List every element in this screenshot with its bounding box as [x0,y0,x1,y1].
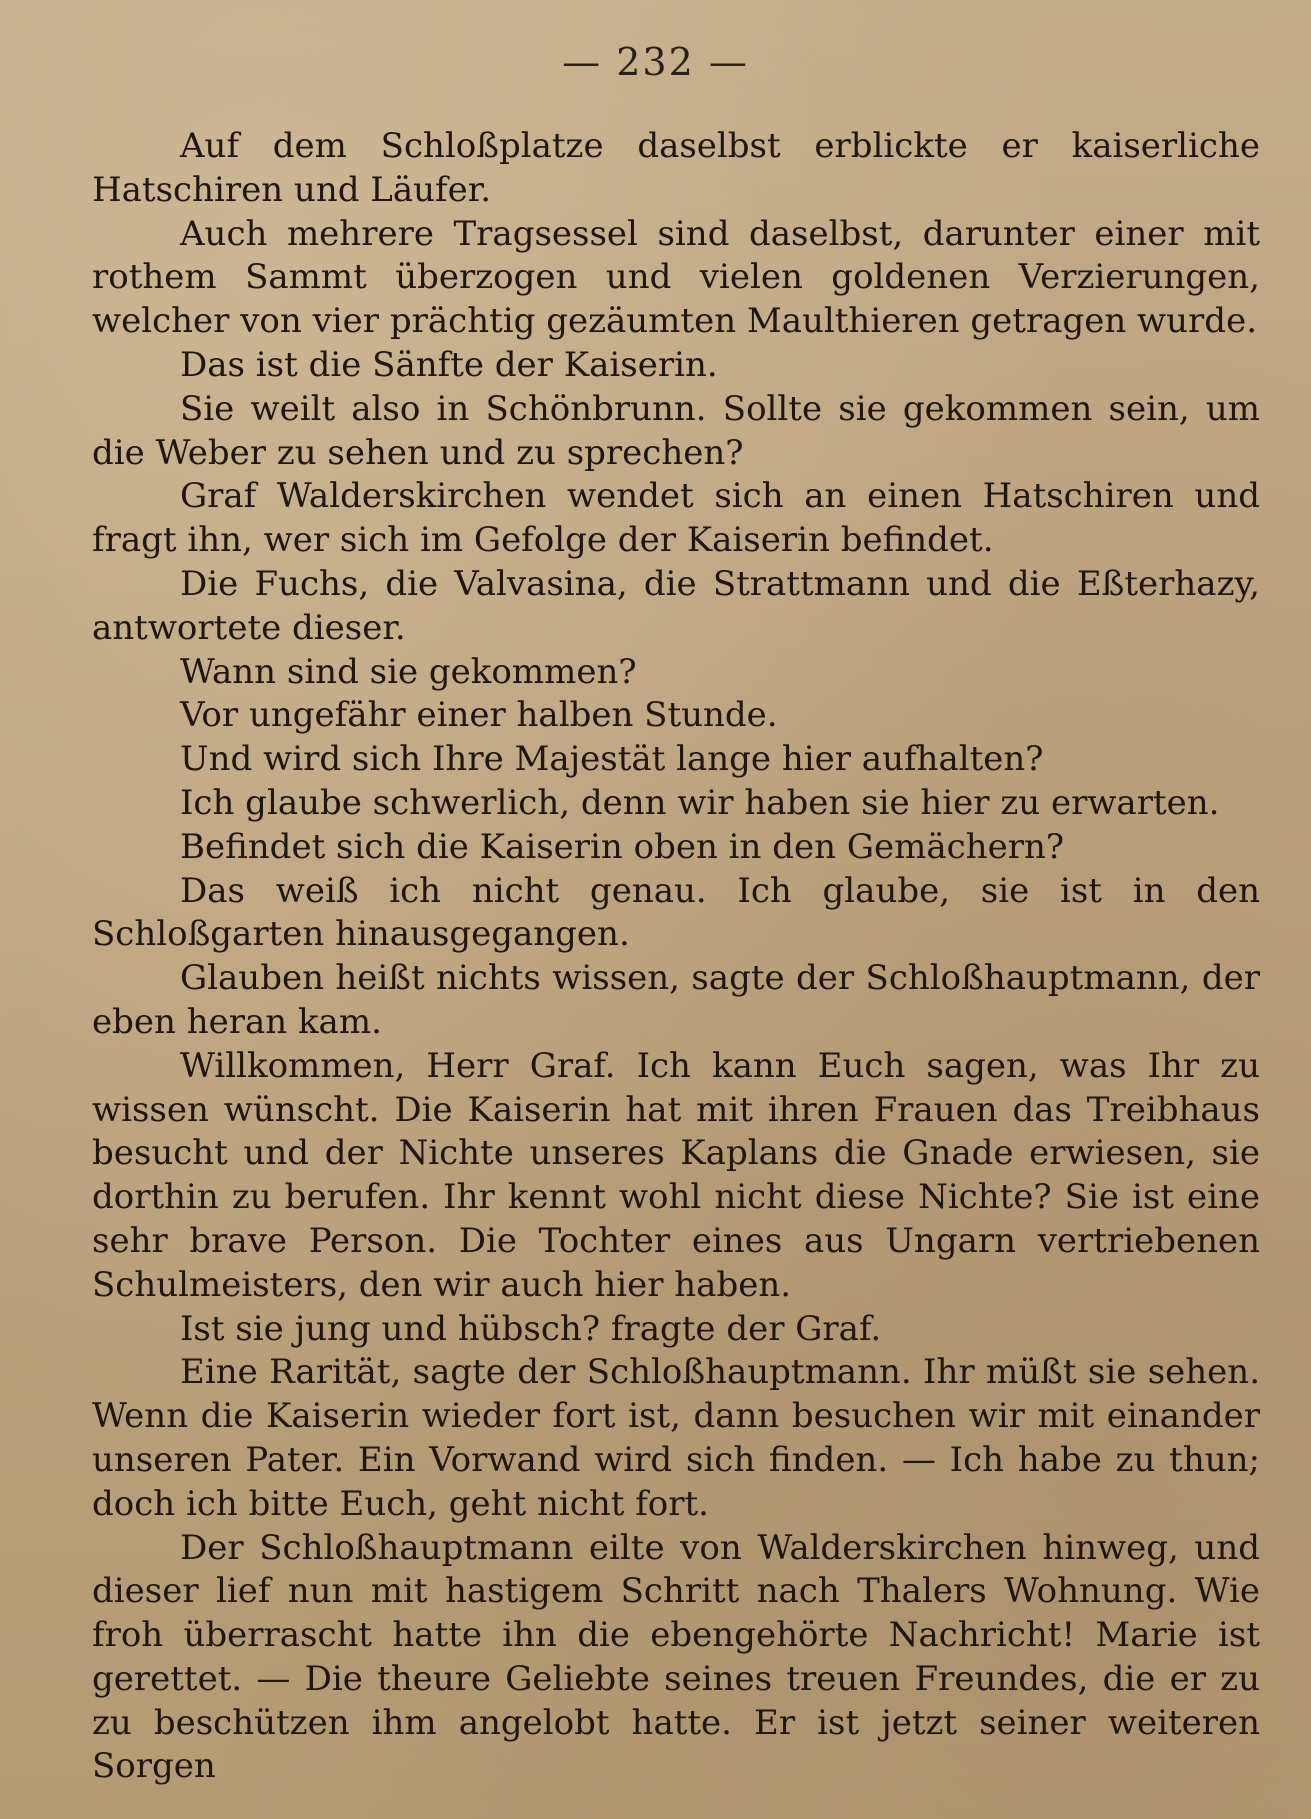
paragraph-16: Eine Rarität, sagte der Schloßhauptmann. Ihr müßt sie sehen. Wenn die Kaiserin wieder fort ist, dann besuchen wir mit einander unseren Pater. Ein Vorwand wird sich finden. — Ich habe zu thun; doch ich bitte Euch, geht nicht fort. [92,1352,1260,1524]
paragraph-12: Das weiß ich nicht genau. Ich glaube, sie ist in den Schloßgarten hinausgegangen. [92,870,1260,955]
paragraph-15: Ist sie jung und hübsch? fragte der Graf. [180,1308,882,1349]
paragraph-6: Die Fuchs, die Valvasina, die Strattmann und die Eßterhazy, antwortete dieser. [92,563,1260,648]
paragraph-13: Glauben heißt nichts wissen, sagte der Schloßhauptmann, der eben heran kam. [92,958,1260,1042]
paragraph-2: Auch mehrere Tragsessel sind daselbst, darunter einer mit rothem Sammt überzogen und vielen goldenen Verzierungen, welcher von vier prächtig gezäumten Maulthieren getragen wurde. [92,213,1260,342]
paragraph-4: Sie weilt also in Schönbrunn. Sollte sie gekommen sein, um die Weber zu sehen und zu sprechen? [92,388,1260,473]
paragraph-3: Das ist die Sänfte der Kaiserin. [180,344,718,385]
paragraph-11: Befindet sich die Kaiserin oben in den Gemächern? [180,826,1065,867]
page-number: — 232 — [562,40,749,84]
paragraph-17: Der Schloßhauptmann eilte von Walderskirchen hinweg, und dieser lief nun mit hastigem Schritt nach Thalers Wohnung. Wie froh überrascht hatte ihn die ebengehörte Nachricht! Marie ist gerettet. — Die theure Geliebte seines treuen Freundes, die er zu zu beschützen ihm angelobt hatte. Er ist jetzt seiner weiteren Sorgen [92,1527,1260,1787]
paragraph-14: Willkommen, Herr Graf. Ich kann Euch sagen, was Ihr zu wissen wünscht. Die Kaiserin hat mit ihren Frauen das Treibhaus besucht und der Nichte unseres Kaplans die Gnade erwiesen, sie dorthin zu berufen. Ihr kennt wohl nicht diese Nichte? Sie ist eine sehr brave Person. Die Tochter eines aus Ungarn vertriebenen Schulmeisters, den wir auch hier haben. [92,1045,1260,1305]
paragraph-8: Vor ungefähr einer halben Stunde. [180,695,778,736]
paragraph-7: Wann sind sie gekommen? [180,651,637,692]
paragraph-10: Ich glaube schwerlich, denn wir haben sie hier zu erwarten. [180,782,1220,823]
paragraph-5: Graf Walderskirchen wendet sich an einen Hatschiren und fragt ihn, wer sich im Gefolge der Kaiserin befindet. [92,476,1260,561]
body-text [92,125,1260,1789]
paragraph-1: Auf dem Schloßplatze daselbst erblickte er kaiserliche Hatschiren und Läufer. [92,126,1260,210]
paragraph-9: Und wird sich Ihre Majestät lange hier aufhalten? [180,739,1044,780]
